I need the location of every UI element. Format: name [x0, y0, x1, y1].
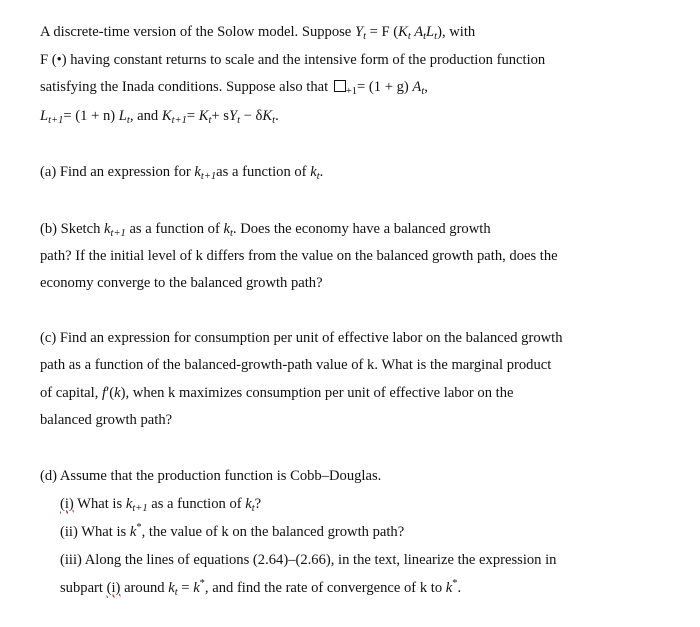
- intro-text: = (1 + g): [357, 79, 409, 95]
- intro-line-1: A discrete-time version of the Solow model. Suppose $Y_t = F$ ($K_t$ $A_tL_t$), with: [40, 24, 476, 42]
- part-d-text: (iii) Along the lines of equations (2.64)–(2.66), in the text, linearize the expression in: [60, 552, 557, 568]
- intro-text: =: [186, 108, 196, 124]
- part-d-text: (ii) What is: [60, 524, 127, 540]
- intro-text: with: [449, 24, 476, 40]
- intro-line-3: satisfying the Inada conditions. Suppose also that $_{+1}$= (1 + g) $A_t$,: [40, 79, 428, 97]
- part-c-text: , when k maximizes consumption per unit of effective labor on the: [125, 385, 514, 401]
- intro-text: A discrete-time version of the Solow model. Suppose: [40, 24, 352, 40]
- part-d-text: What is: [77, 496, 123, 512]
- part-d-i: (i) What is $k_{t+1}$ as a function of $k_t$?: [60, 496, 262, 514]
- part-a-text: (a) Find an expression for: [40, 164, 191, 180]
- part-a-text: as a function of: [216, 164, 307, 180]
- intro-line-2: [40, 50, 545, 70]
- part-c-line-1: [40, 328, 563, 348]
- part-b-text: path? If the initial level of k differs from the value on the balanced growth path, does the: [40, 248, 558, 264]
- intro-text: = (1 + n): [63, 108, 116, 124]
- part-b-line-3: [40, 273, 323, 293]
- part-d-text: as a function of: [151, 496, 242, 512]
- intro-text: , and: [129, 108, 159, 124]
- part-d-text: around: [124, 580, 165, 596]
- intro-line-4: $L_{t+1}= (1 + n)$ $L_t$, and $K_{t+1}= K_t+ sY_t - \delta K_t$.: [40, 108, 279, 126]
- part-c-line-2: [40, 355, 551, 375]
- part-d-iii: [60, 550, 556, 570]
- part-c-text: balanced growth path?: [40, 412, 173, 428]
- part-c-line-4: [40, 410, 172, 430]
- part-d-text: , the value of k on the balanced growth path?: [141, 524, 405, 540]
- part-c-line-3: of capital, f′(k), when k maximizes consumption per unit of effective labor on the: [40, 385, 514, 401]
- part-b-text: economy converge to the balanced growth path?: [40, 275, 323, 291]
- part-d-ii: (ii) What is k*, the value of k on the balanced growth path?: [60, 522, 405, 540]
- part-b-text: (b) Sketch: [40, 221, 101, 237]
- part-d-text: , and find the rate of convergence of k to: [204, 580, 443, 596]
- missing-glyph-box: [334, 80, 346, 92]
- intro-text: satisfying the Inada conditions. Suppose also that: [40, 79, 329, 95]
- part-d-line-1: [40, 466, 381, 486]
- part-b-text: as a function of: [129, 221, 220, 237]
- part-b-line-1: (b) Sketch $k_{t+1}$ as a function of $k_t$. Does the economy have a balanced growth: [40, 221, 491, 239]
- part-d-text: (d) Assume that the production function is Cobb–Douglas.: [40, 468, 382, 484]
- part-d-iv: subpart (i) around $k_t = k^*$, and find the rate of convergence of k to k*.: [60, 578, 462, 598]
- part-a: (a) Find an expression for $k_{t+1}as$ a function of $k_t$.: [40, 164, 324, 182]
- eq-y: $Y_t$: [354, 24, 366, 42]
- part-c-text: of capital,: [40, 385, 99, 401]
- part-d-text: subpart: [60, 580, 103, 596]
- intro-text: F (•) having constant returns to scale and the intensive form of the production function: [40, 52, 546, 68]
- part-c-text: (c) Find an expression for consumption per unit of effective labor on the balanced growth: [40, 330, 563, 346]
- subpart-marker: (i): [60, 496, 74, 512]
- part-c-text: path as a function of the balanced-growth-path value of k. What is the marginal product: [40, 357, 552, 373]
- part-b-line-2: [40, 246, 558, 266]
- subpart-marker: (i): [106, 580, 121, 596]
- part-b-text: . Does the economy have a balanced growth: [232, 221, 491, 237]
